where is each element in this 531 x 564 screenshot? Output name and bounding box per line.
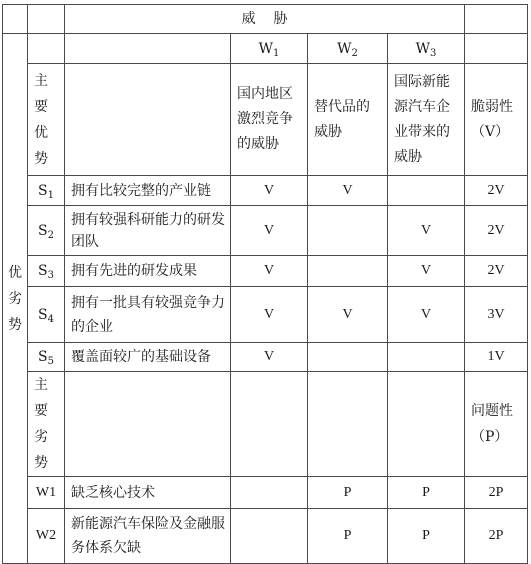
strength-row (3, 176, 528, 206)
threat-title-row (3, 5, 528, 34)
weakness-code: W1 (28, 477, 65, 509)
empty-cell (231, 372, 308, 477)
weakness-row (3, 477, 528, 509)
side-label-char: 势 (8, 316, 22, 333)
strength-code: $S_4$ (28, 287, 65, 343)
problem-score: 2P (465, 509, 528, 564)
side-label-cell (3, 34, 28, 564)
swot-matrix-table (2, 4, 528, 564)
empty-cell (28, 34, 65, 64)
threat-group-title: 威 胁 (65, 5, 465, 34)
strength-code: $S_1$ (28, 176, 65, 206)
mark-w3 (388, 176, 465, 206)
strength-text: 覆盖面较广的基础设备 (65, 343, 231, 372)
mark-w2: V (308, 287, 388, 343)
side-label-char: 劣 (8, 290, 22, 307)
mark-w1 (231, 509, 308, 564)
mark-w1: V (231, 287, 308, 343)
mark-w2: V (308, 176, 388, 206)
vulnerability-score: 2V (465, 206, 528, 256)
empty-cell (65, 64, 231, 176)
strength-code: $S_5$ (28, 343, 65, 372)
mark-w1: V (231, 176, 308, 206)
empty-cell (465, 34, 528, 64)
mark-w3: V (388, 287, 465, 343)
problem-score: 2P (465, 477, 528, 509)
empty-cell (388, 372, 465, 477)
threat-name-row (3, 64, 528, 176)
threat-code-w1: $W_1$ (231, 34, 308, 64)
vulnerability-header: 脆弱性（V） (465, 64, 528, 176)
mark-w1: V (231, 256, 308, 287)
threat-name-w2: 替代品的威胁 (308, 64, 388, 176)
mark-w2: P (308, 509, 388, 564)
weakness-header-row (3, 372, 528, 477)
weakness-code: W2 (28, 509, 65, 564)
empty-cell (65, 372, 231, 477)
mark-w3: P (388, 477, 465, 509)
corner-cell (28, 5, 65, 34)
strength-row (3, 206, 528, 256)
weakness-text: 新能源汽车保险及金融服务体系欠缺 (65, 509, 231, 564)
strength-row (3, 256, 528, 287)
vulnerability-score: 3V (465, 287, 528, 343)
weakness-row (3, 509, 528, 564)
strength-text: 拥有比较完整的产业链 (65, 176, 231, 206)
strength-code: $S_3$ (28, 256, 65, 287)
strength-text: 拥有先进的研发成果 (65, 256, 231, 287)
mark-w3: V (388, 206, 465, 256)
threat-name-w1: 国内地区激烈竞争的威胁 (231, 64, 308, 176)
vulnerability-score: 1V (465, 343, 528, 372)
threat-code-row (3, 34, 528, 64)
mark-w3: V (388, 256, 465, 287)
mark-w2: P (308, 477, 388, 509)
strength-text: 拥有较强科研能力的研发团队 (65, 206, 231, 256)
main-weaknesses-label: 主要劣势 (28, 372, 65, 477)
threat-code-w3: $W_3$ (388, 34, 465, 64)
mark-w1: V (231, 206, 308, 256)
strength-text: 拥有一批具有较强竞争力的企业 (65, 287, 231, 343)
vulnerability-score: 2V (465, 176, 528, 206)
empty-cell (65, 34, 231, 64)
mark-w1: V (231, 343, 308, 372)
problem-header: 问题性（P） (465, 372, 528, 477)
mark-w3 (388, 343, 465, 372)
corner-cell (3, 5, 28, 34)
mark-w2 (308, 206, 388, 256)
mark-w1 (231, 477, 308, 509)
empty-cell (308, 372, 388, 477)
strength-row (3, 343, 528, 372)
main-strengths-label: 主要优势 (28, 64, 65, 176)
mark-w2 (308, 256, 388, 287)
vulnerability-score: 2V (465, 256, 528, 287)
threat-name-w3: 国际新能源汽车企业带来的威胁 (388, 64, 465, 176)
strength-row (3, 287, 528, 343)
mark-w2 (308, 343, 388, 372)
mark-w3: P (388, 509, 465, 564)
side-label-char: 优 (8, 264, 22, 281)
weakness-text: 缺乏核心技术 (65, 477, 231, 509)
strength-code: $S_2$ (28, 206, 65, 256)
empty-cell (465, 5, 528, 34)
threat-code-w2: $W_2$ (308, 34, 388, 64)
